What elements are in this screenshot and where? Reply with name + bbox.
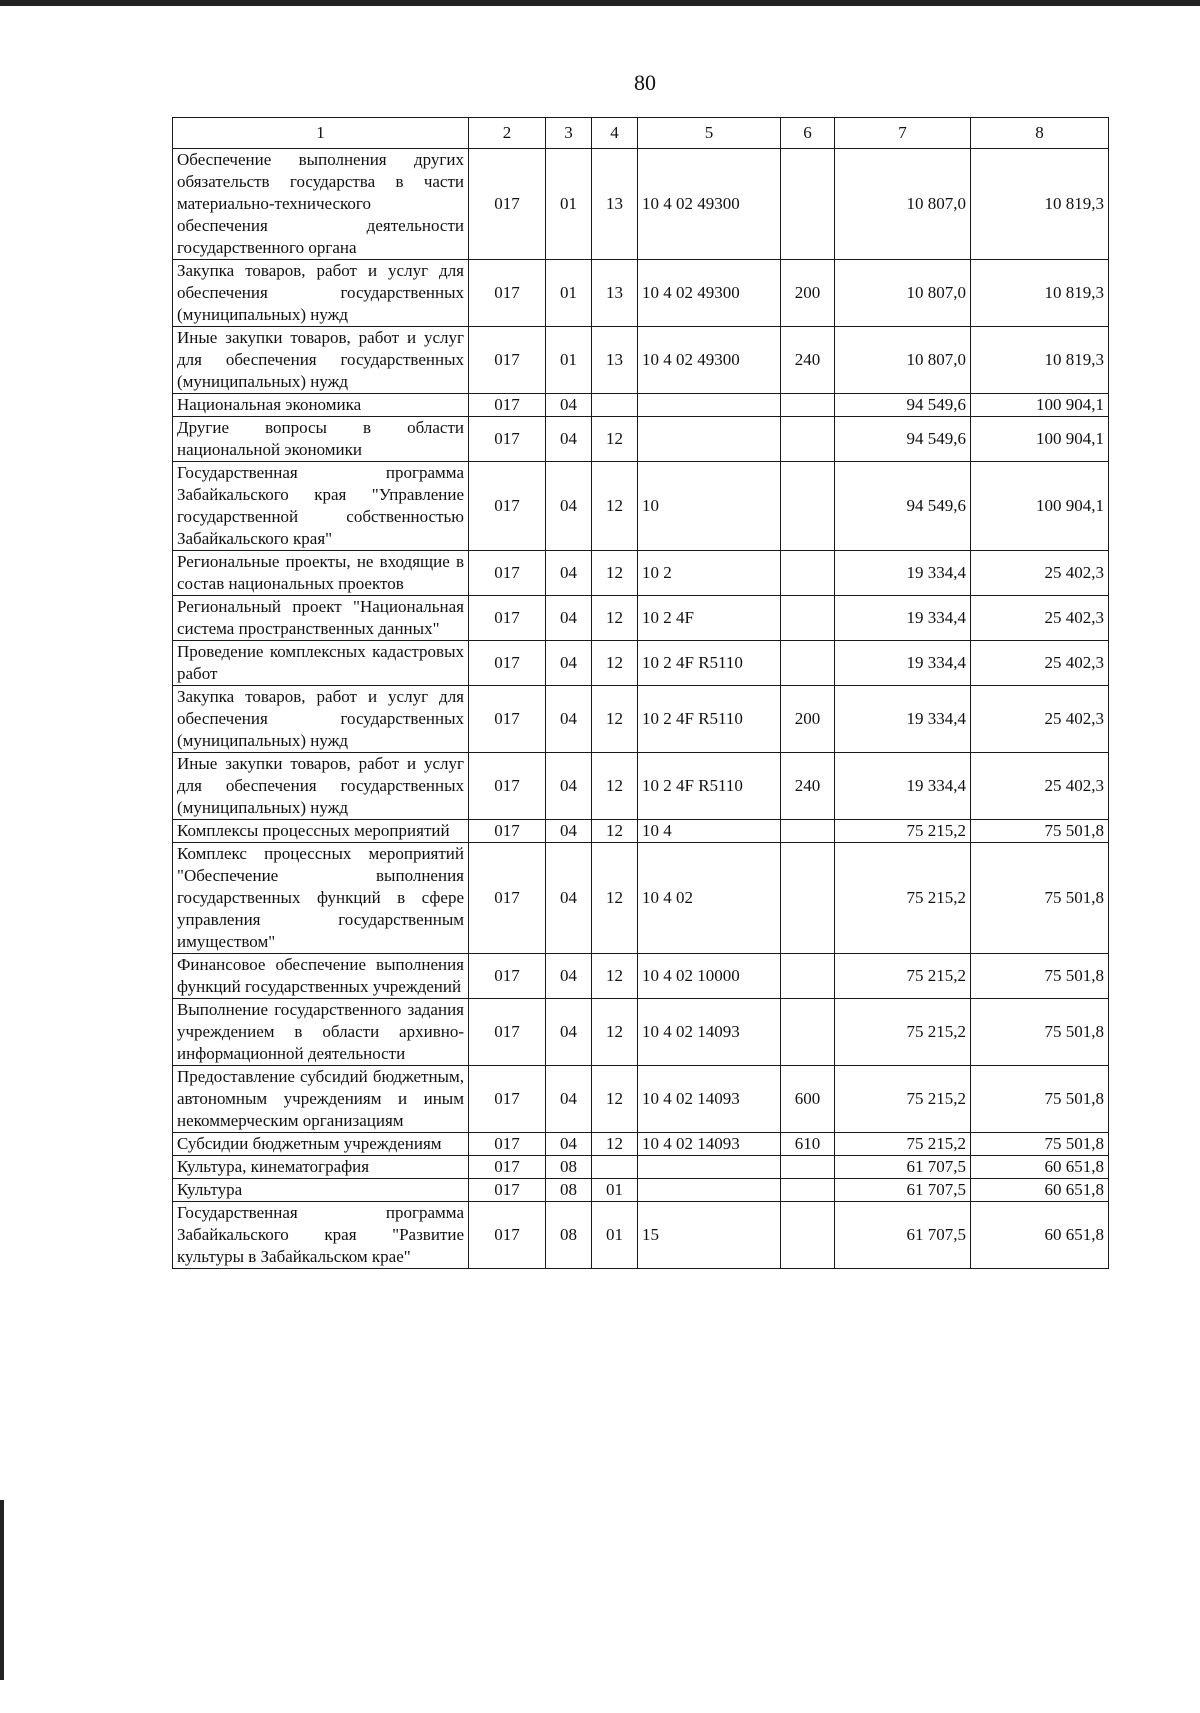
item-name: Проведение комплексных кадастровых работ [173,641,469,686]
amount-year-2: 100 904,1 [971,417,1109,462]
target-article-code: 10 4 [638,820,781,843]
subsection-code: 12 [592,462,638,551]
target-article-code: 10 [638,462,781,551]
item-name: Обеспечение выполнения других обязательств государства в части материально-технического обеспечения деятельности государственного органа [173,149,469,260]
ministry-code: 017 [469,1179,546,1202]
ministry-code: 017 [469,1202,546,1269]
amount-year-2: 10 819,3 [971,327,1109,394]
table-row [173,1202,1109,1269]
amount-year-2: 25 402,3 [971,596,1109,641]
item-name: Комплекс процессных мероприятий "Обеспечение выполнения государственных функций в сфере управления государственным имуществом" [173,843,469,954]
budget-table [172,117,1109,1269]
item-name: Государственная программа Забайкальского края "Управление государственной собственностью Забайкальского края" [173,462,469,551]
item-name: Финансовое обеспечение выполнения функций государственных учреждений [173,954,469,999]
table-row [173,596,1109,641]
ministry-code: 017 [469,753,546,820]
expense-type-code [781,1179,835,1202]
amount-year-1: 19 334,4 [835,753,971,820]
expense-type-code [781,394,835,417]
target-article-code: 10 2 4F R5110 [638,641,781,686]
target-article-code: 10 4 02 14093 [638,1066,781,1133]
target-article-code: 10 4 02 14093 [638,999,781,1066]
ministry-code: 017 [469,1133,546,1156]
target-article-code [638,417,781,462]
subsection-code: 12 [592,843,638,954]
expense-type-code [781,462,835,551]
table-row [173,149,1109,260]
ministry-code: 017 [469,327,546,394]
scan-border-top [0,0,1200,6]
section-code: 04 [546,1066,592,1133]
expense-type-code [781,1156,835,1179]
amount-year-2: 25 402,3 [971,753,1109,820]
amount-year-1: 75 215,2 [835,954,971,999]
subsection-code: 12 [592,1066,638,1133]
section-code: 01 [546,327,592,394]
amount-year-2: 100 904,1 [971,394,1109,417]
amount-year-1: 75 215,2 [835,843,971,954]
target-article-code [638,394,781,417]
subsection-code: 01 [592,1179,638,1202]
amount-year-2: 60 651,8 [971,1156,1109,1179]
table-row [173,260,1109,327]
target-article-code: 10 4 02 14093 [638,1133,781,1156]
ministry-code: 017 [469,417,546,462]
column-header: 4 [592,118,638,149]
table-body [173,149,1109,1269]
subsection-code: 12 [592,999,638,1066]
ministry-code: 017 [469,1066,546,1133]
table-row [173,954,1109,999]
subsection-code: 12 [592,1133,638,1156]
item-name: Предоставление субсидий бюджетным, автономным учреждениям и иным некоммерческим организациям [173,1066,469,1133]
amount-year-1: 75 215,2 [835,820,971,843]
amount-year-2: 75 501,8 [971,954,1109,999]
amount-year-2: 75 501,8 [971,820,1109,843]
table-row [173,462,1109,551]
subsection-code: 12 [592,596,638,641]
target-article-code: 10 4 02 49300 [638,260,781,327]
amount-year-2: 25 402,3 [971,686,1109,753]
amount-year-1: 10 807,0 [835,327,971,394]
amount-year-1: 19 334,4 [835,686,971,753]
subsection-code: 12 [592,753,638,820]
table-row [173,820,1109,843]
ministry-code: 017 [469,1156,546,1179]
expense-type-code [781,149,835,260]
amount-year-1: 94 549,6 [835,462,971,551]
expense-type-code [781,417,835,462]
section-code: 08 [546,1179,592,1202]
ministry-code: 017 [469,260,546,327]
expense-type-code [781,641,835,686]
section-code: 01 [546,149,592,260]
subsection-code [592,1156,638,1179]
amount-year-1: 19 334,4 [835,551,971,596]
subsection-code: 12 [592,820,638,843]
section-code: 04 [546,753,592,820]
amount-year-2: 75 501,8 [971,843,1109,954]
item-name: Субсидии бюджетным учреждениям [173,1133,469,1156]
expense-type-code [781,954,835,999]
amount-year-1: 61 707,5 [835,1156,971,1179]
table-row [173,551,1109,596]
target-article-code: 10 4 02 10000 [638,954,781,999]
subsection-code [592,394,638,417]
amount-year-1: 10 807,0 [835,149,971,260]
subsection-code: 13 [592,149,638,260]
expense-type-code: 200 [781,686,835,753]
target-article-code: 10 2 4F [638,596,781,641]
target-article-code: 10 4 02 49300 [638,327,781,394]
table-row [173,641,1109,686]
table-row [173,686,1109,753]
expense-type-code: 600 [781,1066,835,1133]
expense-type-code [781,843,835,954]
table-row [173,753,1109,820]
column-header: 5 [638,118,781,149]
amount-year-1: 75 215,2 [835,1133,971,1156]
section-code: 04 [546,394,592,417]
item-name: Комплексы процессных мероприятий [173,820,469,843]
section-code: 04 [546,462,592,551]
column-header: 3 [546,118,592,149]
section-code: 04 [546,843,592,954]
column-header: 2 [469,118,546,149]
scan-border-left [0,1500,4,1680]
ministry-code: 017 [469,149,546,260]
target-article-code: 15 [638,1202,781,1269]
target-article-code: 10 2 4F R5110 [638,686,781,753]
section-code: 08 [546,1156,592,1179]
item-name: Государственная программа Забайкальского края "Развитие культуры в Забайкальском крае" [173,1202,469,1269]
ministry-code: 017 [469,820,546,843]
item-name: Закупка товаров, работ и услуг для обеспечения государственных (муниципальных) нужд [173,260,469,327]
ministry-code: 017 [469,394,546,417]
amount-year-2: 75 501,8 [971,1066,1109,1133]
item-name: Иные закупки товаров, работ и услуг для обеспечения государственных (муниципальных) нужд [173,753,469,820]
expense-type-code [781,820,835,843]
amount-year-2: 100 904,1 [971,462,1109,551]
item-name: Закупка товаров, работ и услуг для обеспечения государственных (муниципальных) нужд [173,686,469,753]
section-code: 04 [546,820,592,843]
subsection-code: 13 [592,327,638,394]
expense-type-code [781,551,835,596]
column-header: 1 [173,118,469,149]
amount-year-2: 10 819,3 [971,149,1109,260]
subsection-code: 12 [592,686,638,753]
amount-year-1: 61 707,5 [835,1179,971,1202]
item-name: Культура [173,1179,469,1202]
amount-year-1: 75 215,2 [835,1066,971,1133]
amount-year-2: 60 651,8 [971,1179,1109,1202]
amount-year-1: 94 549,6 [835,394,971,417]
table-row [173,327,1109,394]
item-name: Национальная экономика [173,394,469,417]
section-code: 04 [546,999,592,1066]
expense-type-code: 240 [781,753,835,820]
item-name: Выполнение государственного задания учреждением в области архивно-информационной деятельности [173,999,469,1066]
section-code: 04 [546,551,592,596]
section-code: 04 [546,1133,592,1156]
amount-year-2: 25 402,3 [971,641,1109,686]
page-number: 80 [634,70,656,95]
amount-year-1: 61 707,5 [835,1202,971,1269]
table-row [173,394,1109,417]
table-row [173,843,1109,954]
table-row [173,1066,1109,1133]
amount-year-1: 10 807,0 [835,260,971,327]
expense-type-code: 610 [781,1133,835,1156]
item-name: Региональный проект "Национальная система пространственных данных" [173,596,469,641]
item-name: Культура, кинематография [173,1156,469,1179]
ministry-code: 017 [469,596,546,641]
amount-year-1: 75 215,2 [835,999,971,1066]
section-code: 04 [546,596,592,641]
item-name: Иные закупки товаров, работ и услуг для обеспечения государственных (муниципальных) нужд [173,327,469,394]
item-name: Другие вопросы в области национальной экономики [173,417,469,462]
column-header: 6 [781,118,835,149]
amount-year-1: 19 334,4 [835,596,971,641]
table-row [173,999,1109,1066]
amount-year-1: 19 334,4 [835,641,971,686]
amount-year-2: 60 651,8 [971,1202,1109,1269]
amount-year-1: 94 549,6 [835,417,971,462]
target-article-code [638,1179,781,1202]
target-article-code: 10 4 02 [638,843,781,954]
amount-year-2: 10 819,3 [971,260,1109,327]
subsection-code: 12 [592,641,638,686]
ministry-code: 017 [469,999,546,1066]
ministry-code: 017 [469,551,546,596]
section-code: 04 [546,417,592,462]
ministry-code: 017 [469,843,546,954]
target-article-code: 10 2 [638,551,781,596]
subsection-code: 12 [592,417,638,462]
target-article-code [638,1156,781,1179]
target-article-code: 10 2 4F R5110 [638,753,781,820]
section-code: 01 [546,260,592,327]
target-article-code: 10 4 02 49300 [638,149,781,260]
item-name: Региональные проекты, не входящие в состав национальных проектов [173,551,469,596]
column-header: 7 [835,118,971,149]
expense-type-code [781,1202,835,1269]
amount-year-2: 25 402,3 [971,551,1109,596]
ministry-code: 017 [469,954,546,999]
header-row [173,118,1109,149]
column-header: 8 [971,118,1109,149]
subsection-code: 12 [592,954,638,999]
subsection-code: 01 [592,1202,638,1269]
section-code: 04 [546,954,592,999]
expense-type-code: 240 [781,327,835,394]
section-code: 04 [546,686,592,753]
ministry-code: 017 [469,462,546,551]
expense-type-code [781,999,835,1066]
table-row [173,1133,1109,1156]
subsection-code: 12 [592,551,638,596]
subsection-code: 13 [592,260,638,327]
expense-type-code [781,596,835,641]
table-row [173,1179,1109,1202]
ministry-code: 017 [469,686,546,753]
table-row [173,417,1109,462]
ministry-code: 017 [469,641,546,686]
section-code: 04 [546,641,592,686]
amount-year-2: 75 501,8 [971,999,1109,1066]
table-row [173,1156,1109,1179]
amount-year-2: 75 501,8 [971,1133,1109,1156]
expense-type-code: 200 [781,260,835,327]
section-code: 08 [546,1202,592,1269]
